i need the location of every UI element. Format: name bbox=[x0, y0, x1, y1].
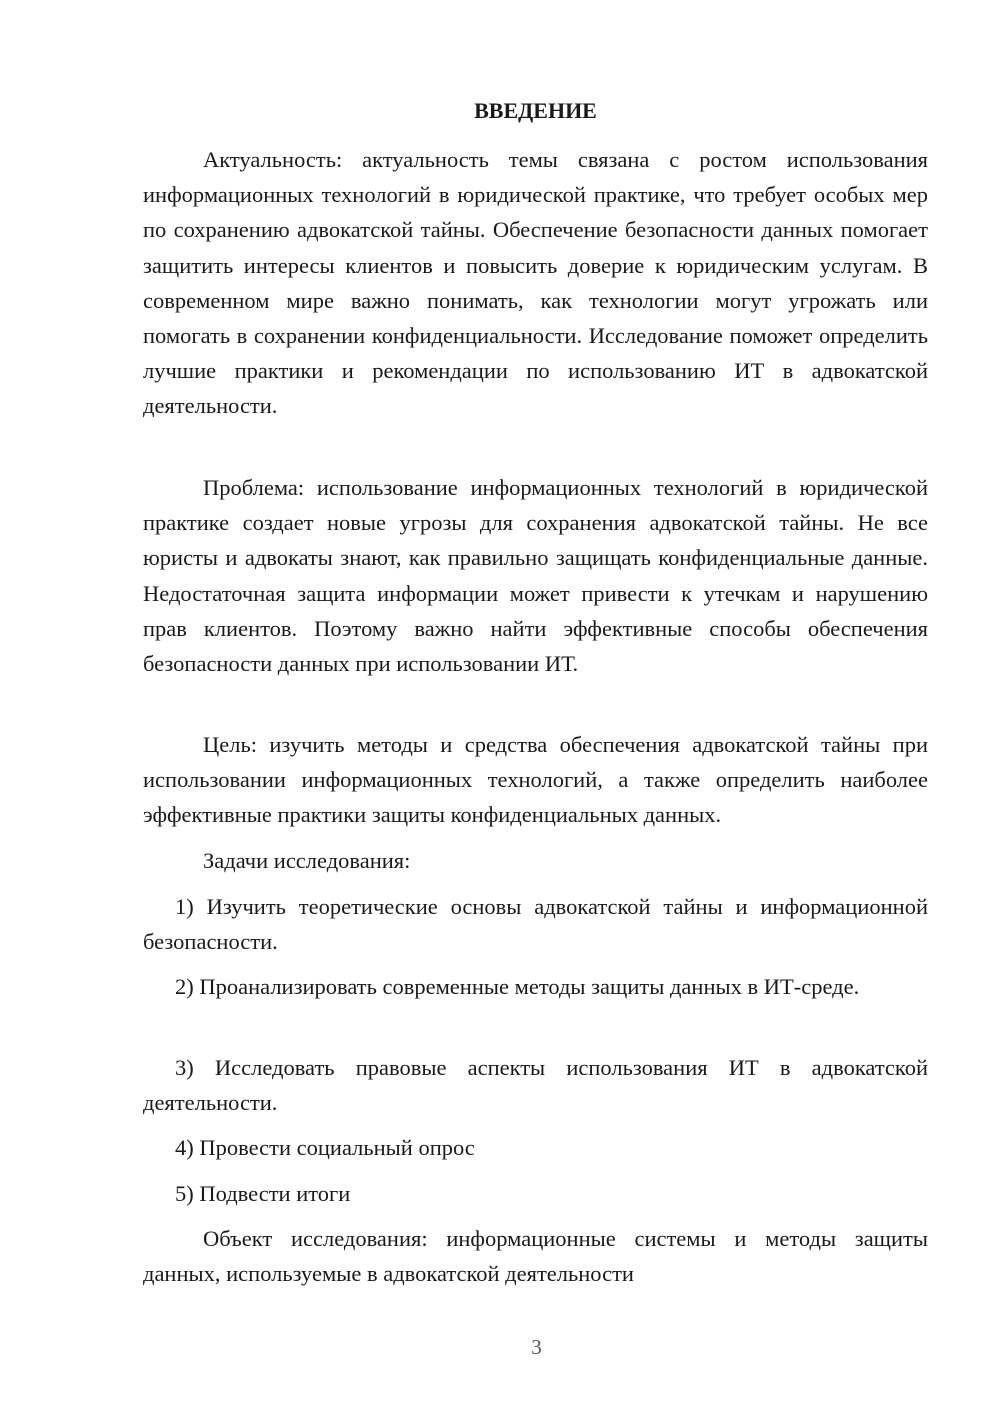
task-item-3: 3) Исследовать правовые аспекты использования ИТ в адвокатской деятельности. bbox=[143, 1055, 928, 1116]
paragraph-object: Объект исследования: информационные системы и методы защиты данных, используемые в адвокатской деятельности bbox=[143, 1226, 928, 1287]
task-item-1: 1) Изучить теоретические основы адвокатской тайны и информационной безопасности. bbox=[143, 894, 928, 955]
task-item-4: 4) Провести социальный опрос bbox=[175, 1135, 475, 1160]
tasks-heading: Задачи исследования: bbox=[203, 848, 411, 873]
page-number: 3 bbox=[531, 1335, 542, 1359]
task-item-5: 5) Подвести итоги bbox=[175, 1181, 351, 1206]
section-heading: ВВЕДЕНИЕ bbox=[474, 98, 597, 123]
paragraph-relevance: Актуальность: актуальность темы связана с ростом использования информационных технологий в юридической практике, что требует особых мер по сохранению адвокатской тайны. Обеспечение безопасности данных помогает защитить интересы клиентов и повысить доверие к юридическим услугам. В современном мире важно понимать, как технологии могут угрожать или помогать в сохранении конфиденциальности. Исследование поможет определить лучшие практики и рекомендации по использованию ИТ в адвокатской деятельности. bbox=[143, 147, 928, 419]
task-item-2: 2) Проанализировать современные методы защиты данных в ИТ-среде. bbox=[175, 974, 860, 999]
paragraph-goal: Цель: изучить методы и средства обеспечения адвокатской тайны при использовании информационных технологий, а также определить наиболее эффективные практики защиты конфиденциальных данных. bbox=[143, 732, 928, 828]
paragraph-problem: Проблема: использование информационных технологий в юридической практике создает новые угрозы для сохранения адвокатской тайны. Не все юристы и адвокаты знают, как правильно защищать конфиденциальные данные. Недостаточная защита информации может привести к утечкам и нарушению прав клиентов. Поэтому важно найти эффективные способы обеспечения безопасности данных при использовании ИТ. bbox=[143, 475, 928, 677]
